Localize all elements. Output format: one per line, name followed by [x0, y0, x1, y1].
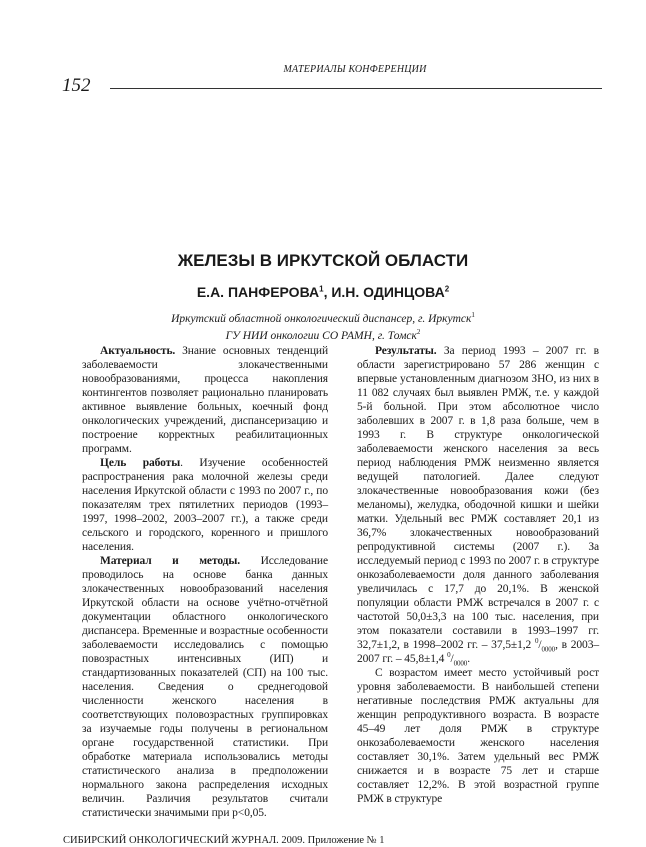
paragraph-text: Исследование проводилось на основе банка данных злокачественных новообразований населения Иркутской области на основе учётно-отчётной документации областного онкологического диспансера. Временные и возрастные особенности заболеваемости исследовались с помощью повозрастных интенсивных (ИП) и стандартизованных показателей (СП) на 100 тыс. населения. Сведения о среднегодовой численности женского населения в соответствующих половозрастных группировках за изучаемые годы получены в региональном органе государственной статистики. При обработке материала использовались методы статистического анализа в предположении нормального закона распределения исходных величин. Различия результатов считали статистически значимыми при p<0,05. [82, 555, 328, 819]
running-head: МАТЕРИАЛЫ КОНФЕРЕНЦИИ [283, 64, 427, 75]
right-column [357, 344, 599, 806]
journal-footer: СИБИРСКИЙ ОНКОЛОГИЧЕСКИЙ ЖУРНАЛ. 2009. Приложение № 1 [63, 835, 385, 846]
paragraph-lead: Цель работы [100, 457, 181, 469]
paragraph-relevance [82, 344, 328, 456]
affiliation [0, 326, 646, 343]
author-sup: 1 [319, 284, 324, 294]
unit-sub: 0000 [541, 645, 556, 654]
paragraph-text: За период 1993 – 2007 гг. в области зарегистрировано 57 286 женщин с впервые установленным диагнозом ЗНО, из них в 11 082 случаях был выявлен РМЖ, т.е. у каждой 5-й больной. При этом абсолютное число заболевших в 2007 г. в 1,8 раза больше, чем в 1993 г. В структуре онкологической заболеваемости женского населения за весь период наблюдения РМЖ неизменно является ведущей патологией. Далее следуют злокачественные новообразования кожи (без меланомы), желудка, ободочной кишки и шейки матки. Удельный вес РМЖ составляет 20,1 из 36,7% злокачественных новообразований репродуктивной системы (2007 г.). За исследуемый период с 1993 по 2007 г. в структуре онкозаболеваемости доля данного заболевания увеличилась с 17,7 до 20,1%. В женской популяции области РМЖ встречался в 2007 г. с частотой 50,0±3,3 на 100 тыс. населения, при этом показатели составили в 1993–1997 гг. 32,7±1,2, в 1998–2002 гг. – 37,5±1,2 [357, 345, 599, 651]
paragraph-text: Знание основных тенденций заболеваемости злокачественными новообразованиями, процесса накопления контингентов позволяет рационально планировать активное выявление больных, коечный фонд онкологических учреждений, диспансеризацию и построение корректных реабилитационных программ. [82, 345, 328, 455]
affiliation [0, 309, 646, 326]
paragraph-text: . [467, 653, 470, 665]
article-body [63, 344, 599, 847]
author-separator: , [323, 284, 332, 300]
paragraph-lead: Актуальность. [100, 345, 176, 357]
affiliation-sup: 2 [416, 327, 421, 336]
affiliation-text: Иркутский областной онкологический диспансер, г. Иркутск [171, 312, 472, 325]
authors [0, 284, 646, 300]
page-number: 152 [62, 75, 91, 96]
paragraph-methods [82, 554, 328, 820]
unit-sup: 0 [447, 651, 451, 660]
paragraph-aim [82, 456, 328, 554]
unit-sub: 0000 [453, 659, 468, 668]
columns [82, 344, 599, 820]
paragraph-age: С возрастом имеет место устойчивый рост уровня заболеваемости. В наибольшей степени негативные последствия РМЖ актуальны для женщин репродуктивного возраста. В возрасте 45–49 лет доля РМЖ в структуре онкозаболеваемости женского населения составляет 30,1%. Затем удельный вес РМЖ снижается и в возрасте 75 лет и старше составляет 12,2%. В этой возрастной группе РМЖ в структуре [357, 667, 599, 805]
left-column [82, 344, 328, 820]
article-title: ЖЕЛЕЗЫ В ИРКУТСКОЙ ОБЛАСТИ [177, 251, 469, 270]
affiliation-text: ГУ НИИ онкологии СО РАМН, г. Томск [225, 329, 417, 342]
author-name: И.Н. ОДИНЦОВА [331, 284, 445, 300]
affiliation-sup: 1 [471, 311, 475, 319]
paragraph-results: Результаты. За период 1993 – 2007 гг. в области зарегистрировано 57 286 женщин с впервые установленным диагнозом ЗНО, из них в 11 082 случаях был выявлен РМЖ, т.е. у каждой 5-й больной. При этом абсолютное число заболевших в 2007 г. в 1,8 раза больше, чем в 1993 г. В структуре онкологической заболеваемости женского населения за весь период наблюдения РМЖ неизменно является ведущей патологией. Далее следуют злокачественные новообразования кожи (без меланомы), желудка, ободочной кишки и шейки матки. Удельный вес РМЖ составляет 20,1 из 36,7% злокачественных новообразований репродуктивной системы (2007 г.). За исследуемый период с 1993 по 2007 г. в структуре онкозаболеваемости доля данного заболевания увеличилась с 17,7 до 20,1%. В женской популяции области РМЖ встречался в 2007 г. с частотой 50,0±3,3 на 100 тыс. населения, при этом показатели составили в 1993–1997 гг. 32,7±1,2, в 1998–2002 гг. – 37,5±1,2 $^0/_{0000}$, в 2003–2007 гг. – 45,8±1,4 $^0/_{0000}$. [357, 345, 599, 668]
paragraph-text: , в 2003–2007 гг. – 45,8±1,4 [357, 639, 599, 665]
unit-sup: 0 [534, 637, 539, 646]
author-name: Е.А. ПАНФЕРОВА [196, 284, 320, 300]
paragraph-lead: Результаты. [375, 345, 437, 357]
paragraph-lead: Материал и методы. [100, 555, 241, 567]
affiliations [0, 309, 646, 343]
paragraph-text: . Изучение особенностей распространения рака молочной железы среди населения Иркутской области с 1993 по 2007 г., по показателям трех пятилетних периодов (1993–1997, 1998–2002, 2003–2007 гг.), а также среди сельского и городского, коренного и пришлого населения. [82, 457, 328, 553]
header-rule [110, 88, 602, 89]
author-sup: 2 [444, 284, 450, 294]
